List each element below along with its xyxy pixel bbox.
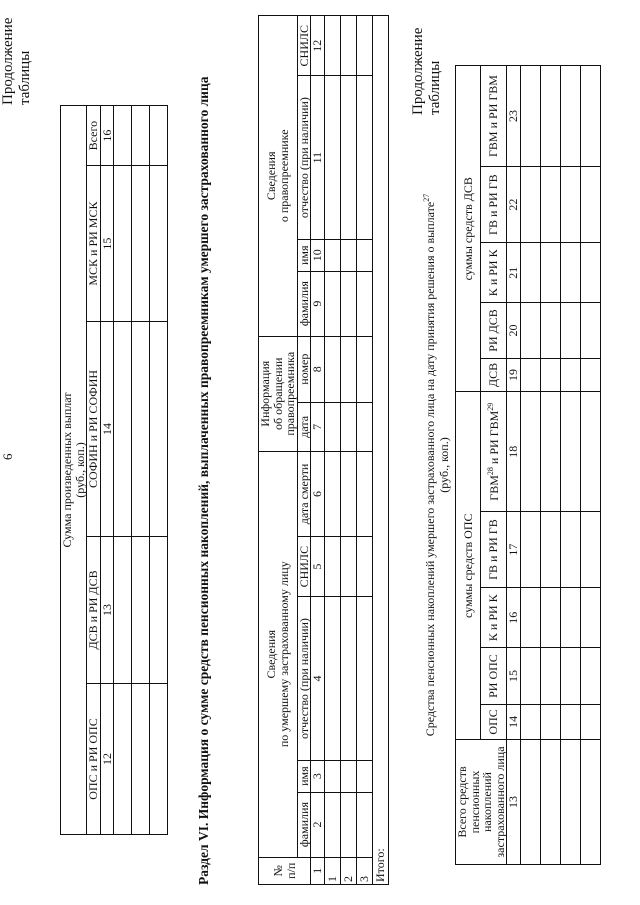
empty-cell: [560, 588, 580, 648]
col-number: 2: [311, 792, 325, 857]
empty-cell: [540, 648, 560, 705]
col-number: 11: [311, 76, 325, 239]
empty-cell: [580, 740, 600, 865]
empty-cell: [356, 271, 372, 336]
empty-cell: [540, 358, 560, 392]
appeal-group-line2: об обращении: [270, 357, 285, 430]
col-header: СНИЛС: [297, 537, 311, 597]
col-header: Всего: [87, 106, 101, 166]
col-header: ОПС и РИ ОПС: [87, 683, 101, 834]
empty-cell: [340, 451, 356, 536]
col-header-gvm: [480, 392, 507, 512]
col-header: имя: [297, 760, 311, 792]
empty-cell: [560, 704, 580, 739]
row-number-header: [259, 857, 311, 884]
empty-cell: [540, 303, 560, 358]
appeal-group-line1: Информация: [258, 360, 272, 427]
empty-cell: [150, 321, 168, 536]
empty-cell: [540, 704, 560, 739]
empty-cell: [560, 358, 580, 392]
row-number: 1: [324, 857, 340, 884]
empty-cell: [150, 166, 168, 322]
empty-cell: [520, 303, 540, 358]
col-header: ГВ и РИ ГВ: [480, 511, 507, 587]
col-number: 23: [507, 66, 521, 167]
col-header: ДСВ и РИ ДСВ: [87, 536, 101, 683]
col-header: РИ ДСВ: [480, 303, 507, 358]
empty-cell: [560, 648, 580, 705]
empty-cell: [324, 537, 340, 597]
col-header: СОФИН и РИ СОФИН: [87, 321, 101, 536]
col-header: СНИЛС: [297, 16, 311, 76]
footnote-ref: 28: [485, 467, 495, 476]
col-header: ОПС: [480, 704, 507, 739]
row-number: 2: [340, 857, 356, 884]
empty-cell: [560, 66, 580, 167]
empty-cell: [340, 402, 356, 451]
empty-cell: [324, 76, 340, 239]
empty-cell: [150, 536, 168, 683]
continuation-label-top: Продолжение таблицы: [0, 17, 33, 105]
table3-caption-line1: Средства пенсионных накоплений умершего застрахованного лица на дату принятия решения о выплате: [423, 201, 437, 737]
col-header: имя: [297, 239, 311, 271]
col-header: отчество (при наличии): [297, 597, 311, 760]
empty-cell: [150, 106, 168, 166]
empty-cell: [356, 537, 372, 597]
total-label: Итого:: [372, 16, 388, 885]
empty-cell: [540, 588, 560, 648]
empty-cell: [340, 76, 356, 239]
empty-cell: [356, 76, 372, 239]
empty-cell: [356, 451, 372, 536]
empty-cell: [540, 740, 560, 865]
empty-cell: [520, 392, 540, 512]
empty-cell: [324, 402, 340, 451]
empty-cell: [520, 358, 540, 392]
empty-cell: [340, 597, 356, 760]
successor-group-header: [259, 16, 298, 337]
row-number: 3: [356, 857, 372, 884]
deceased-group-header: [259, 451, 298, 857]
payments-sum-table: [60, 105, 168, 835]
empty-cell: [324, 271, 340, 336]
col-header: ГВ и РИ ГВ: [480, 167, 507, 243]
empty-cell: [520, 648, 540, 705]
col-header: фамилия: [297, 792, 311, 857]
col-number: 20: [507, 303, 521, 358]
empty-cell: [520, 243, 540, 303]
col-header: номер: [297, 336, 311, 402]
empty-cell: [324, 16, 340, 76]
footnote-ref: 29: [485, 402, 495, 411]
col-header: МСК и РИ МСК: [87, 166, 101, 322]
col-number: 3: [311, 760, 325, 792]
appeal-group-header: [259, 336, 298, 451]
empty-cell: [356, 402, 372, 451]
page-number: 6: [0, 453, 15, 460]
empty-cell: [580, 358, 600, 392]
empty-cell: [560, 740, 580, 865]
total-savings-header: Всего средств пенсионных накоплений застрахованного лица: [456, 740, 507, 865]
empty-cell: [114, 536, 132, 683]
successor-group-line1: Сведения: [264, 151, 279, 201]
empty-cell: [132, 166, 150, 322]
empty-cell: [150, 683, 168, 834]
empty-cell: [132, 106, 150, 166]
col-number: 15: [100, 166, 114, 322]
empty-cell: [580, 588, 600, 648]
empty-cell: [560, 511, 580, 587]
empty-cell: [340, 271, 356, 336]
empty-cell: [560, 392, 580, 512]
payments-group-line1: Сумма произведенных выплат: [60, 392, 74, 548]
empty-cell: [324, 451, 340, 536]
empty-cell: [560, 243, 580, 303]
empty-cell: [560, 303, 580, 358]
ops-group-header: суммы средств ОПС: [456, 392, 481, 740]
col-number: 7: [311, 402, 325, 451]
col-number: 14: [507, 704, 521, 739]
col-number: 6: [311, 451, 325, 536]
deceased-group-line2: по умершему застрахованному лицу: [276, 561, 291, 748]
col-number: 21: [507, 243, 521, 303]
section-title: Раздел VI. Информация о сумме средств пенсионных накоплений, выплаченных правопреемникам умершего застрахованного лица: [196, 76, 211, 885]
empty-cell: [340, 239, 356, 271]
col-header: дата: [297, 402, 311, 451]
empty-cell: [340, 537, 356, 597]
col-header: фамилия: [297, 271, 311, 336]
col-number: 4: [311, 597, 325, 760]
empty-cell: [340, 336, 356, 402]
empty-cell: [324, 760, 340, 792]
empty-cell: [540, 167, 560, 243]
col-number: 8: [311, 336, 325, 402]
payments-group-header: [61, 106, 87, 835]
col-header: ДСВ: [480, 358, 507, 392]
col-number: 13: [100, 536, 114, 683]
empty-cell: [114, 683, 132, 834]
col-header: РИ ОПС: [480, 648, 507, 705]
empty-cell: [132, 321, 150, 536]
col-number: 15: [507, 648, 521, 705]
empty-cell: [114, 106, 132, 166]
col-number: 9: [311, 271, 325, 336]
col-number: 12: [311, 16, 325, 76]
empty-cell: [580, 66, 600, 167]
continuation-label-bottom: Продолжение таблицы: [410, 27, 443, 115]
empty-cell: [580, 704, 600, 739]
col-number: 10: [311, 239, 325, 271]
col-number: 17: [507, 511, 521, 587]
successor-group-line2: о правопреемнике: [276, 129, 291, 223]
empty-cell: [132, 536, 150, 683]
empty-cell: [520, 740, 540, 865]
pension-savings-table: [455, 65, 601, 865]
empty-cell: [356, 597, 372, 760]
col-number: 19: [507, 358, 521, 392]
col-header: ГВМ и РИ ГВМ: [480, 66, 507, 167]
col-number: 13: [507, 740, 521, 865]
empty-cell: [520, 66, 540, 167]
col-number: 1: [311, 857, 325, 884]
gvm-label: ГВМ: [486, 475, 501, 501]
empty-cell: [580, 243, 600, 303]
empty-cell: [540, 243, 560, 303]
empty-cell: [580, 511, 600, 587]
empty-cell: [132, 683, 150, 834]
col-number: 16: [507, 588, 521, 648]
empty-cell: [520, 511, 540, 587]
empty-cell: [580, 648, 600, 705]
empty-cell: [340, 760, 356, 792]
empty-cell: [580, 303, 600, 358]
empty-cell: [520, 167, 540, 243]
empty-cell: [324, 239, 340, 271]
empty-cell: [324, 597, 340, 760]
empty-cell: [324, 792, 340, 857]
payments-group-line2: (руб., коп.): [72, 442, 87, 498]
col-number: 18: [507, 392, 521, 512]
empty-cell: [540, 511, 560, 587]
col-number: 22: [507, 167, 521, 243]
deceased-group-line1: Сведения: [264, 629, 279, 679]
col-number: 16: [100, 106, 114, 166]
empty-cell: [356, 760, 372, 792]
empty-cell: [540, 392, 560, 512]
col-header: К и РИ К: [480, 243, 507, 303]
empty-cell: [520, 588, 540, 648]
empty-cell: [356, 16, 372, 76]
successors-table: [258, 15, 389, 885]
col-number: 12: [100, 683, 114, 834]
empty-cell: [356, 792, 372, 857]
table3-caption: [422, 65, 452, 865]
col-header: дата смерти: [297, 451, 311, 536]
empty-cell: [114, 166, 132, 322]
empty-cell: [114, 321, 132, 536]
empty-cell: [356, 336, 372, 402]
appeal-group-line3: правопреемника: [283, 351, 298, 436]
empty-cell: [340, 16, 356, 76]
col-header: К и РИ К: [480, 588, 507, 648]
col-header: отчество (при наличии): [297, 76, 311, 239]
empty-cell: [340, 792, 356, 857]
empty-cell: [580, 392, 600, 512]
row-number-header-line1: №: [271, 865, 286, 877]
empty-cell: [580, 167, 600, 243]
table3-caption-line2: (руб., коп.): [437, 437, 452, 493]
footnote-ref: 27: [422, 193, 431, 202]
dsv-group-header: суммы средств ДСВ: [456, 66, 481, 392]
empty-cell: [540, 66, 560, 167]
col-number: 14: [100, 321, 114, 536]
empty-cell: [560, 167, 580, 243]
row-number-header-line2: п/п: [283, 862, 298, 879]
empty-cell: [324, 336, 340, 402]
col-number: 5: [311, 537, 325, 597]
empty-cell: [520, 704, 540, 739]
empty-cell: [356, 239, 372, 271]
gvm-label-rest: и РИ ГВМ: [486, 410, 501, 468]
